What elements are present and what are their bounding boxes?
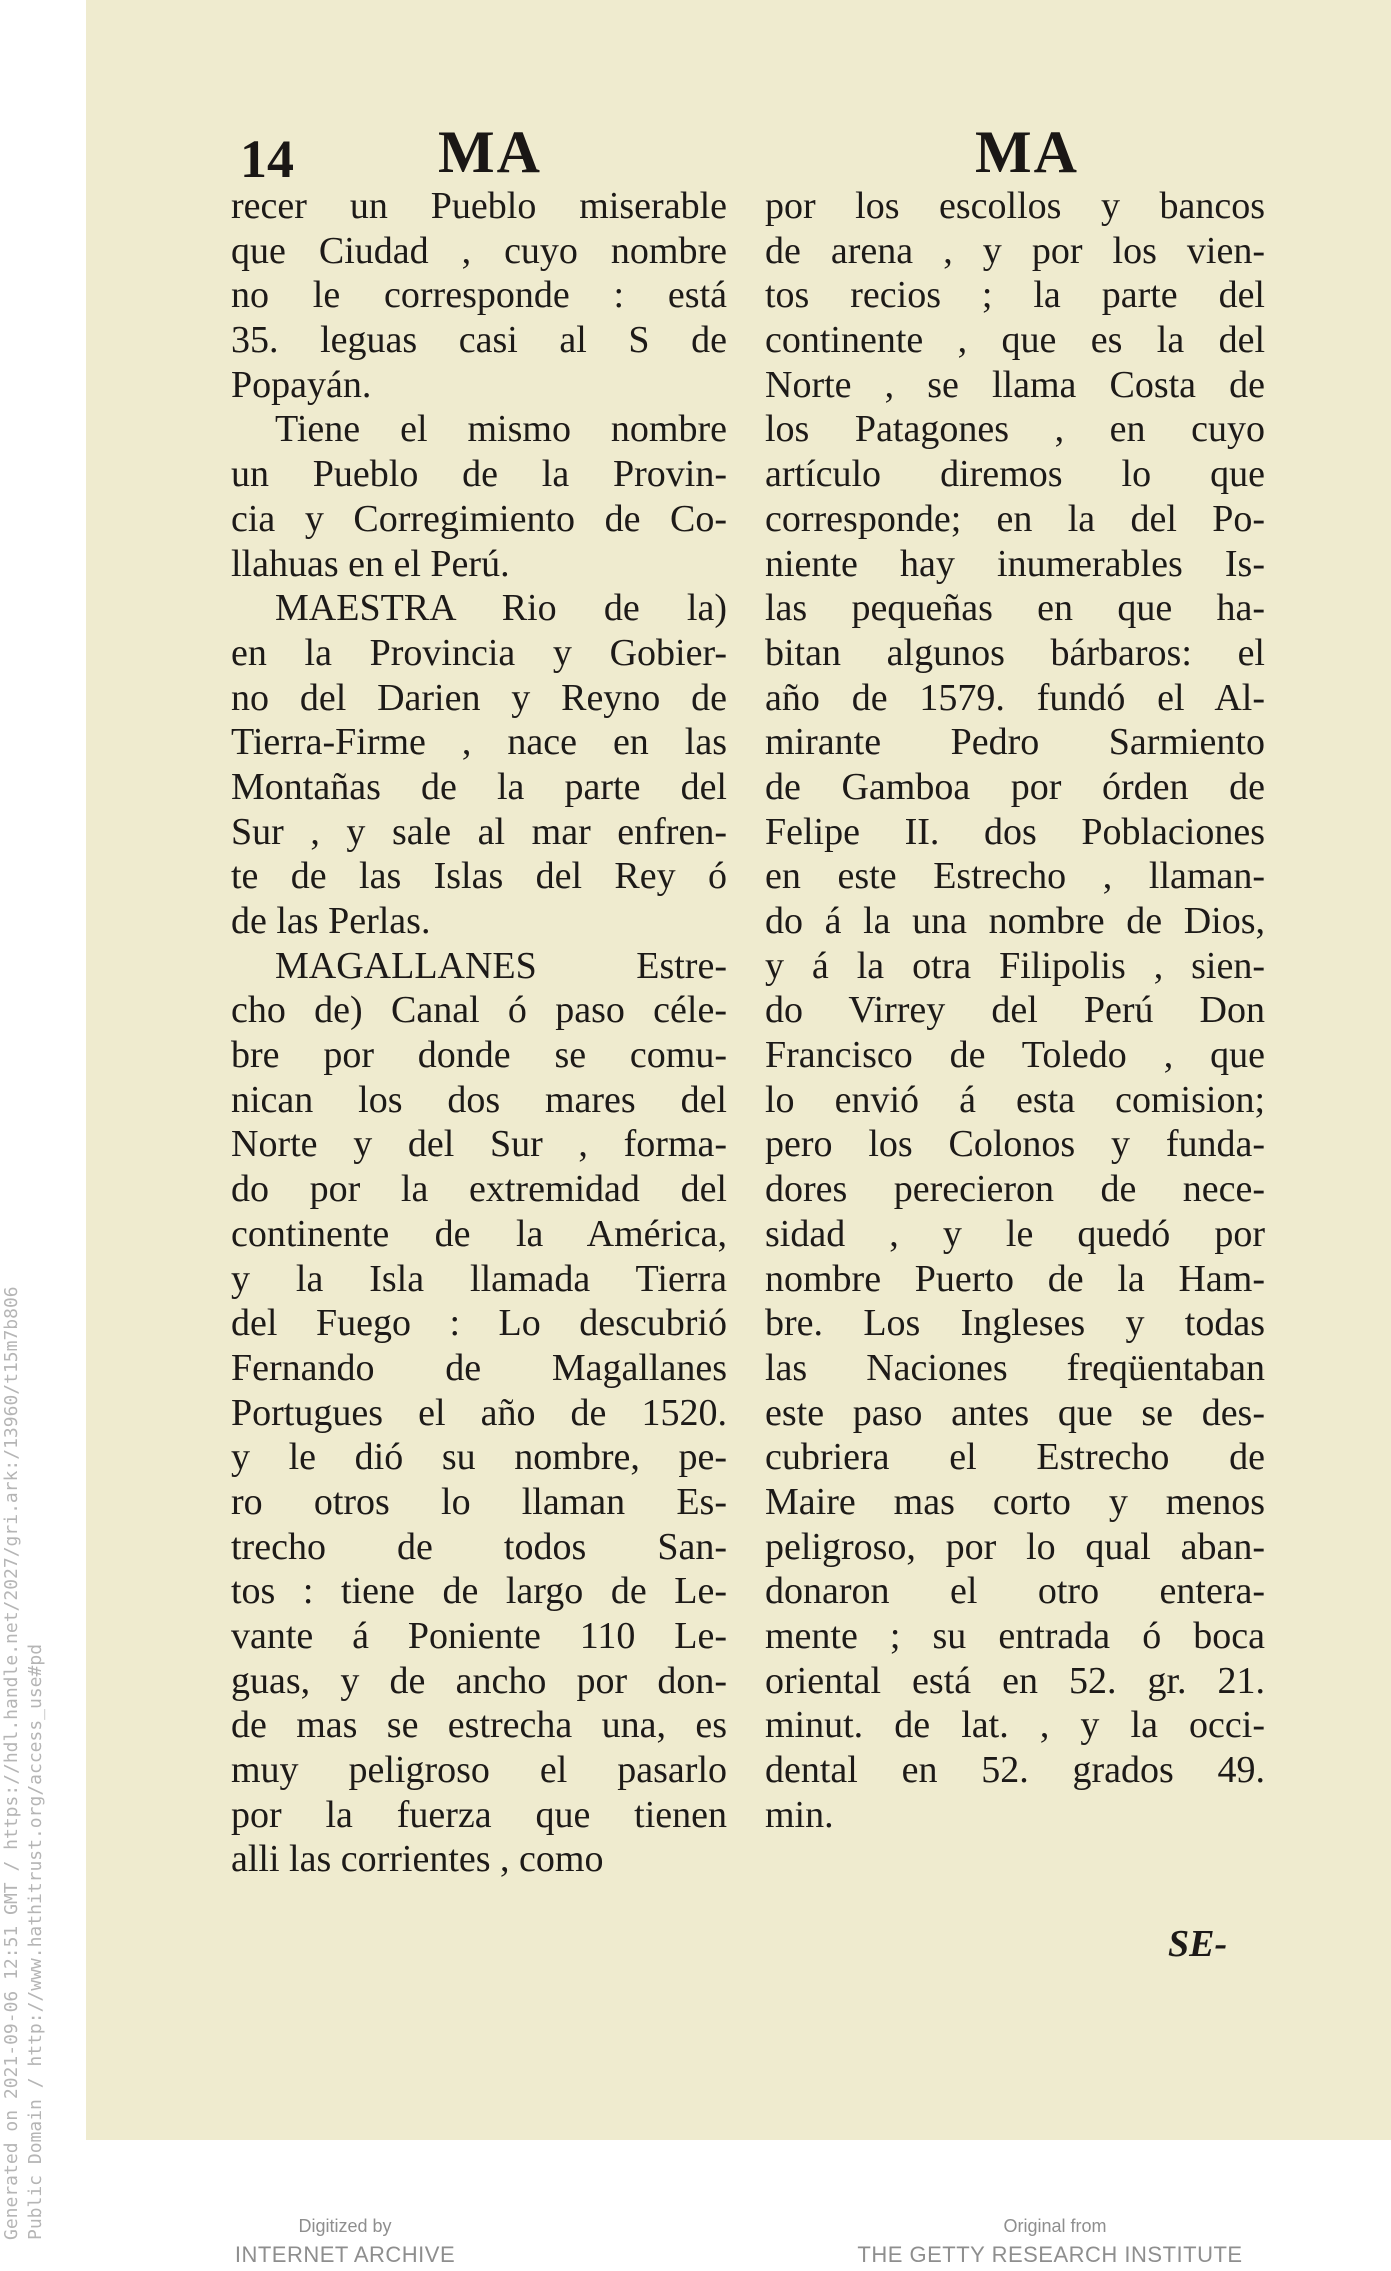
text-line: alli las corrientes , como xyxy=(231,1838,604,1881)
text-line: guas, y de ancho por don- xyxy=(231,1659,727,1702)
text-line: mirante Pedro Sarmiento xyxy=(765,721,1265,764)
text-line: Portugues el año de 1520. xyxy=(231,1391,727,1434)
text-line: cho de) Canal ó paso céle- xyxy=(231,989,727,1032)
text-line: llahuas en el Perú. xyxy=(231,542,510,585)
text-line: tos : tiene de largo de Le- xyxy=(231,1570,727,1613)
text-line: vante á Poniente 110 Le- xyxy=(231,1615,727,1657)
text-line: trecho de todos San- xyxy=(231,1525,727,1568)
text-line: bre. Los Ingleses y todas xyxy=(765,1302,1265,1345)
text-line: dental en 52. grados 49. xyxy=(765,1749,1265,1792)
left-text-column xyxy=(231,184,727,1882)
text-line: MAGALLANES Estre- xyxy=(275,944,727,987)
text-line: mente ; su entrada ó boca xyxy=(765,1615,1265,1657)
text-line: bitan algunos bárbaros: el xyxy=(765,631,1265,674)
text-line: cia y Corregimiento de Co- xyxy=(231,497,727,540)
text-line: pero los Colonos y funda- xyxy=(765,1123,1265,1166)
text-line: lo envió á esta comision; xyxy=(765,1078,1265,1121)
text-line: bre por donde se comu- xyxy=(231,1034,727,1077)
text-line: recer un Pueblo miserable xyxy=(231,185,727,227)
text-line: no del Darien y Reyno de xyxy=(231,676,727,719)
text-line: Felipe II. dos Poblaciones xyxy=(765,810,1265,853)
text-line: do á la una nombre de Dios, xyxy=(765,900,1265,942)
text-line: oriental está en 52. gr. 21. xyxy=(765,1659,1265,1702)
text-line: min. xyxy=(765,1793,834,1836)
text-line: Fernando de Magallanes xyxy=(231,1346,727,1389)
text-line: por los escollos y bancos xyxy=(765,185,1265,227)
text-line: MAESTRA Rio de la) xyxy=(275,587,727,630)
text-line: este paso antes que se des- xyxy=(765,1391,1265,1434)
text-line: que Ciudad , cuyo nombre xyxy=(231,229,727,272)
text-line: año de 1579. fundó el Al- xyxy=(765,676,1265,719)
watermark-line-public-domain: Public Domain / http://www.hathitrust.org/access_use#pd xyxy=(25,1643,46,2240)
catchword: SE- xyxy=(1168,1923,1228,1965)
text-line: Popayán. xyxy=(231,363,372,406)
text-line: en este Estrecho , llaman- xyxy=(765,855,1265,898)
text-line: Sur , y sale al mar enfren- xyxy=(231,810,727,853)
text-line: por la fuerza que tienen xyxy=(231,1793,727,1836)
text-line: en la Provincia y Gobier- xyxy=(231,631,727,674)
text-line: tos recios ; la parte del xyxy=(765,274,1265,317)
text-line: de mas se estrecha una, es xyxy=(231,1704,727,1747)
text-line: Maire mas corto y menos xyxy=(765,1480,1265,1523)
text-line: 35. leguas casi al S de xyxy=(231,319,727,362)
text-line: donaron el otro entera- xyxy=(765,1570,1265,1613)
text-line: y á la otra Filipolis , sien- xyxy=(765,944,1265,987)
text-line: artículo diremos lo que xyxy=(765,453,1265,496)
text-line: de las Perlas. xyxy=(231,900,431,942)
text-line: Norte y del Sur , forma- xyxy=(231,1123,727,1166)
text-line: muy peligroso el pasarlo xyxy=(231,1749,727,1792)
text-line: corresponde; en la del Po- xyxy=(765,497,1265,540)
text-line: te de las Islas del Rey ó xyxy=(231,855,727,898)
text-line: niente hay inumerables Is- xyxy=(765,542,1265,585)
text-line: sidad , y le quedó por xyxy=(765,1212,1265,1255)
text-line: continente de la América, xyxy=(231,1212,727,1255)
text-line: de arena , y por los vien- xyxy=(765,229,1265,272)
text-line: continente , que es la del xyxy=(765,319,1265,362)
text-line: un Pueblo de la Provin- xyxy=(231,453,727,496)
text-line: Tierra-Firme , nace en las xyxy=(231,721,727,764)
text-line: peligroso, por lo qual aban- xyxy=(765,1525,1265,1568)
text-line: do Virrey del Perú Don xyxy=(765,989,1265,1032)
watermark-line-generated: Generated on 2021-09-06 12:51 GMT / https://hdl.handle.net/2027/gri.ark:/13960/t15m7b806 xyxy=(1,1286,22,2240)
original-from-label: Original from xyxy=(1003,2216,1107,2236)
getty-institute-label: THE GETTY RESEARCH INSTITUTE xyxy=(857,2242,1243,2267)
right-text-column xyxy=(765,184,1265,1837)
text-line: ro otros lo llaman Es- xyxy=(231,1480,727,1523)
text-line: Tiene el mismo nombre xyxy=(275,408,727,451)
text-line: cubriera el Estrecho de xyxy=(765,1436,1265,1479)
text-line: Norte , se llama Costa de xyxy=(765,363,1265,406)
text-line: Francisco de Toledo , que xyxy=(765,1034,1265,1077)
text-line: los Patagones , en cuyo xyxy=(765,408,1265,451)
text-line: y la Isla llamada Tierra xyxy=(231,1257,727,1300)
text-line: do por la extremidad del xyxy=(231,1168,727,1211)
text-line: minut. de lat. , y la occi- xyxy=(765,1704,1265,1747)
text-line: dores perecieron de nece- xyxy=(765,1168,1265,1211)
text-line: y le dió su nombre, pe- xyxy=(231,1436,727,1479)
digitized-by-label: Digitized by xyxy=(298,2216,392,2236)
internet-archive-label: INTERNET ARCHIVE xyxy=(234,2242,456,2267)
text-line: del Fuego : Lo descubrió xyxy=(231,1302,727,1345)
running-head-left: MA xyxy=(438,119,542,185)
access-watermark xyxy=(0,1180,48,2240)
text-line: las pequeñas en que ha- xyxy=(765,587,1265,630)
text-line: las Naciones freqüentaban xyxy=(765,1346,1265,1389)
text-line: nican los dos mares del xyxy=(231,1078,727,1121)
text-line: Montañas de la parte del xyxy=(231,765,727,808)
page-number: 14 xyxy=(240,129,294,189)
text-line: de Gamboa por órden de xyxy=(765,765,1265,808)
text-line: nombre Puerto de la Ham- xyxy=(765,1257,1265,1300)
text-line: no le corresponde : está xyxy=(231,274,727,317)
running-head-right: MA xyxy=(975,119,1079,185)
